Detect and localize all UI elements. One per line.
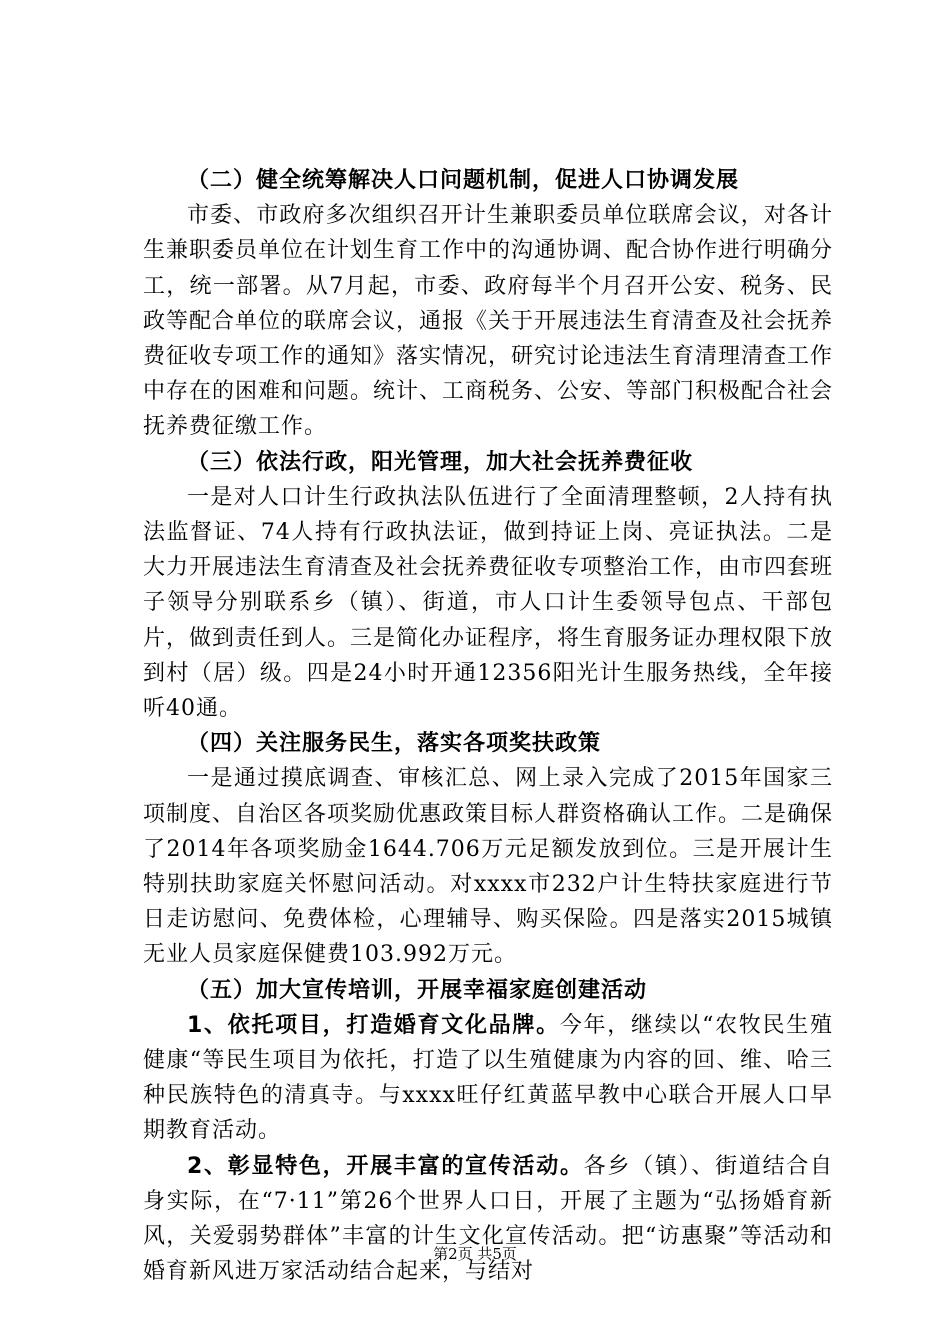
item-text-2: 各乡（镇）、街道结合自身实际，在“7·11”第26个世界人口日，开展了主题为“弘扬婚育新风，关爱弱势群体”丰富的计生文化宣传活动。把“访惠聚”等活动和婚育新风进万家活动结合起来，与结对 bbox=[143, 1153, 833, 1285]
item-text-1: 今年，继续以“农牧民生殖健康“等民生项目为依托，打造了以生殖健康为内容的回、维、哈三种民族特色的清真寺。与xxxx旺仔红黄蓝早教中心联合开展人口早期教育活动。 bbox=[143, 1012, 833, 1144]
document-body bbox=[143, 163, 833, 1290]
item-lead-1: 1、依托项目，打造婚育文化品牌。 bbox=[187, 1012, 560, 1038]
item-paragraph-1 bbox=[143, 1008, 833, 1149]
section-heading-2: （二）健全统筹解决人口问题机制，促进人口协调发展 bbox=[187, 168, 740, 193]
page-footer: 第2页 共5页 bbox=[433, 1245, 517, 1263]
section-paragraph-3: 一是对人口计生行政执法队伍进行了全面清理整顿，2人持有执法监督证、74人持有行政执法证，做到持证上岗、亮证执法。二是大力开展违法生育清查及社会抚养费征收专项整治工作，由市四套班子领导分别联系乡（镇）、街道，市人口计生委领导包点、干部包片，做到责任到人。三是简化办证程序，将生育服务证办理权限下放到村（居）级。四是24小时开通12356阳光计生服务热线，全年接听40通。 bbox=[143, 484, 834, 722]
section-heading-4: （四）关注服务民生，落实各项奖扶政策 bbox=[187, 731, 602, 757]
section-paragraph-4: 一是通过摸底调查、审核汇总、网上录入完成了2015年国家三项制度、自治区各项奖励优惠政策目标人群资格确认工作。二是确保了2014年各项奖励金1644.706万元足额发放到位。三是开展计生特别扶助家庭关怀慰问活动。对xxxx市232户计生特扶家庭进行节日走访慰问、免费体检，心理辅导、购买保险。四是落实2015城镇无业人员家庭保健费103.992万元。 bbox=[143, 766, 834, 968]
item-lead-2: 2、彰显特色，开展丰富的宣传活动。 bbox=[187, 1153, 584, 1179]
section-heading-3: （三）依法行政，阳光管理，加大社会抚养费征收 bbox=[187, 449, 694, 475]
section-heading-5: （五）加大宣传培训，开展幸福家庭创建活动 bbox=[187, 977, 648, 1003]
section-paragraph-2: 市委、市政府多次组织召开计生兼职委员单位联席会议，对各计生兼职委员单位在计划生育工作中的沟通协调、配合协作进行明确分工，统一部署。从7月起，市委、政府每半个月召开公安、税务、民政等配合单位的联席会议，通报《关于开展违法生育清查及社会抚养费征收专项工作的通知》落实情况，研究讨论违法生育清理清查工作中存在的困难和问题。统计、工商税务、公安、等部门积极配合社会抚养费征缴工作。 bbox=[143, 203, 834, 440]
item-paragraph-2 bbox=[143, 1149, 833, 1290]
